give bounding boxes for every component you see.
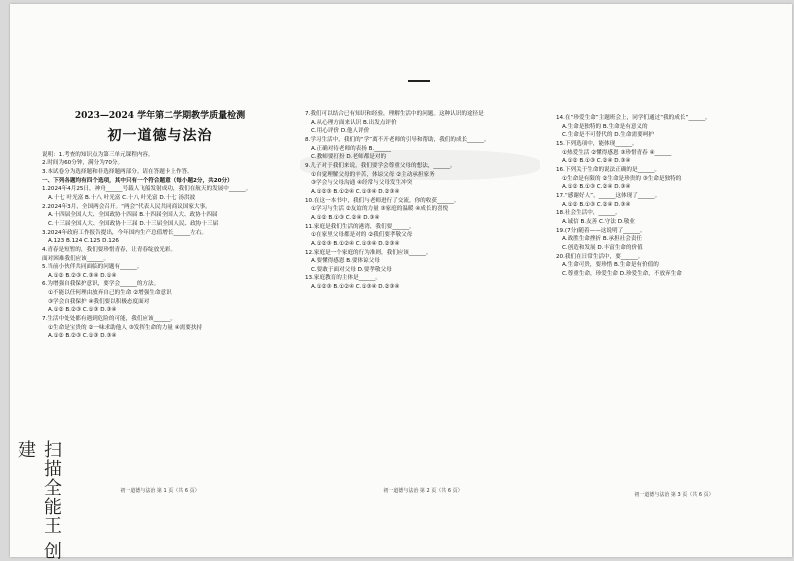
exam-line: 5.当前小伙伴共同面临的问题有______。 xyxy=(42,264,143,271)
page-1-content xyxy=(42,110,278,341)
exam-line: 一、下列各题均有四个选项，其中只有一个符合题意（每小题2分，共20分） xyxy=(42,177,233,184)
exam-line: 13.家庭教育的主体是______。 xyxy=(305,275,382,282)
scanner-watermark-text: 扫描全能王 创建 xyxy=(15,440,62,561)
exam-line: A.①②③ B.①②④ C.①③④ D.②③④ xyxy=(311,240,400,247)
exam-line: ①学习与生活 ②友谊的力量 ③家庭的温暖 ④成长的喜悦 xyxy=(311,206,449,213)
exam-line: A.要懂得感恩 B.要体谅父母 xyxy=(311,258,380,265)
exam-line: ①热爱生活 ②懂得感恩 ③珍惜青春 ④______ xyxy=(562,149,672,156)
exam-line: 3.2024年政府工作报告提出，今年国内生产总值增长______左右。 xyxy=(42,229,208,236)
exam-line: ①自觉理解父母的辛苦，体谅父母 ②主动承担家务 xyxy=(311,171,435,178)
exam-line: C.尊重生命，珍爱生命 D.珍爱生命，不放弃生命 xyxy=(562,270,682,277)
exam-line: A.十七 叶光富 B.十八 叶光富 C.十八 叶光富 D.十七 汤洪波 xyxy=(48,194,196,201)
exam-line: 2.时间为60分钟，满分为70分。 xyxy=(42,160,124,167)
exam-line: 7.我们可以结合已有知识和经验，理解生活中的问题。这种认识的途径是 xyxy=(305,111,484,117)
exam-line: ③学会与父母沟通 ④经常与父母发生冲突 xyxy=(311,180,413,187)
exam-line: A.①② B.②③ C.①③ D.③④ xyxy=(48,333,117,340)
exam-line: 15.下列选项中，能体现______。 xyxy=(556,140,638,147)
page-1-footer: 初一道德与法治 第 1 页（共 6 页） xyxy=(120,488,200,495)
scan-mark xyxy=(408,80,430,82)
exam-line: A.123 B.124 C.125 D.126 xyxy=(48,238,119,245)
exam-line: 2023—2024 学年第二学期教学质量检测 xyxy=(74,111,246,121)
scanner-watermark xyxy=(6,405,62,561)
exam-line: A.从心理方面来认识 B.出发点评价 xyxy=(311,119,397,126)
exam-line: A.①② B.①③ C.②④ D.③④ xyxy=(562,201,631,208)
exam-line: A.诚信 B.友善 C.守法 D.敬业 xyxy=(562,218,635,225)
exam-line: 面对困难我们应该______。 xyxy=(42,255,110,262)
exam-line: A.①② B.②③ C.①③ D.③④ xyxy=(48,307,117,314)
exam-line: 20.我们在日常生活中，要______。 xyxy=(556,253,644,260)
exam-line: A.①② B.②③ C.③④ D.①④ xyxy=(48,272,117,279)
exam-line: 12.家庭是一个家庭的行为准则，我们应该______。 xyxy=(305,249,432,256)
exam-line: 10.在这一本书中，我们与老师进行了交流，你的收获______。 xyxy=(305,197,460,204)
exam-line: 8.学习生活中，我们的“学”离不开老师的引导和帮助，我们的成长______。 xyxy=(305,136,490,143)
page-2-content xyxy=(305,110,541,292)
page-2-footer: 初一道德与法治 第 2 页（共 6 页） xyxy=(383,488,463,495)
exam-line: A.①②③ B.①②④ C.①③④ D.②③④ xyxy=(311,284,400,291)
exam-line: A.①② B.①③ C.②④ D.③④ xyxy=(562,184,631,191)
exam-line: 14.在“珍爱生命”主题班会上，同学们通过“我的成长”______。 xyxy=(556,115,711,121)
exam-line: A.①② B.①③ C.②④ D.③④ xyxy=(562,158,631,165)
exam-line: C.创造和发展 D.丰富生命的价值 xyxy=(562,244,643,251)
page-3-content xyxy=(556,114,792,278)
exam-line: A.战胜生命挫折 B.承担社会责任 xyxy=(562,236,643,243)
exam-line: 9.儿子对于我们来说，我们要学会尊重父母的想法，______。 xyxy=(305,162,456,169)
exam-line: 17.“感谢好人”，______这体现了______。 xyxy=(556,192,661,199)
exam-line: A.①②③ B.①②④ C.①③④ D.②③④ xyxy=(311,188,400,195)
exam-line: C.要敢于面对父母 D.要孝敬父母 xyxy=(311,266,392,273)
exam-line: 说明：1.考查的知识点为第三单元课程内容。 xyxy=(42,151,154,158)
exam-line: C.用心评价 D.他人评价 xyxy=(311,128,370,135)
exam-line: 7.生活中处处都有遇到危险的可能，我们应该______。 xyxy=(42,316,176,323)
exam-line: ③学会自我保护 ④我们要以积极态度面对 xyxy=(48,298,150,305)
exam-line: C.教师要打扮 D.老师都是对的 xyxy=(311,154,387,161)
exam-line: C.生命是不可替代的 D.生命需要呵护 xyxy=(562,132,654,139)
exam-line: 16.下列关于生命的说法正确的是______。 xyxy=(556,166,660,173)
exam-line: ①在家里父母都是对的 ②我们要孝敬父母 xyxy=(311,232,413,239)
exam-line: A.正确对待老师的表扬 B.______ xyxy=(311,145,392,152)
exam-line: 2.2024年3月，全国两会召开。“两会”代表人民共同商议国家大事。 xyxy=(42,203,211,210)
exam-line: 4.青春是短暂的，我们要珍惜青春，让青春绽放光彩。 xyxy=(42,246,176,253)
exam-line: 初一道德与法治 xyxy=(107,127,213,144)
exam-line: 11.家庭是我们生活的港湾，我们要______。 xyxy=(305,223,415,230)
exam-line: ①不能以任何理由放弃自己的生命 ②增强生命意识 xyxy=(48,290,172,297)
exam-line: 19.(7分)随着——这说明了______。 xyxy=(556,227,646,234)
exam-line: 18.社会生活中，______。 xyxy=(556,210,621,217)
exam-line: ①生命是有限的 ②生命是珍贵的 ③生命是独特的 xyxy=(562,175,682,182)
exam-line: A.生命是独特的 B.生命是有意义的 xyxy=(562,123,648,130)
exam-line: 1.2024年4月25日，神舟______号载人飞船发射成功，我们在航天的发展中______。 xyxy=(42,186,252,193)
exam-page-1 xyxy=(42,110,278,495)
exam-line: ①生命是宝贵的 ②一味求助他人 ③发挥生命的力量 ④需要扶持 xyxy=(48,324,203,331)
exam-line: 3.本试卷分为选择题和非选择题两部分。请在答题卡上作答。 xyxy=(42,168,193,175)
exam-line: A.①② B.①③ C.②④ D.③④ xyxy=(311,214,380,221)
exam-line: A.生命可贵，要珍惜 B.生命是有价值的 xyxy=(562,262,659,269)
page-3-footer: 初一道德与法治 第 3 页（共 6 页） xyxy=(634,492,714,499)
exam-line: 6.为增强自我保护意识，要学会______的方法。 xyxy=(42,281,160,288)
exam-page-3 xyxy=(556,114,792,499)
exam-page-2 xyxy=(305,110,541,495)
exam-line: A.十四届全国人大、全国政协十四届 B.十四届全国人大、政协十四届 xyxy=(48,212,218,219)
exam-line: C.十三届全国人大、全国政协十三届 D.十三届全国人民、政协十三届 xyxy=(48,220,219,227)
